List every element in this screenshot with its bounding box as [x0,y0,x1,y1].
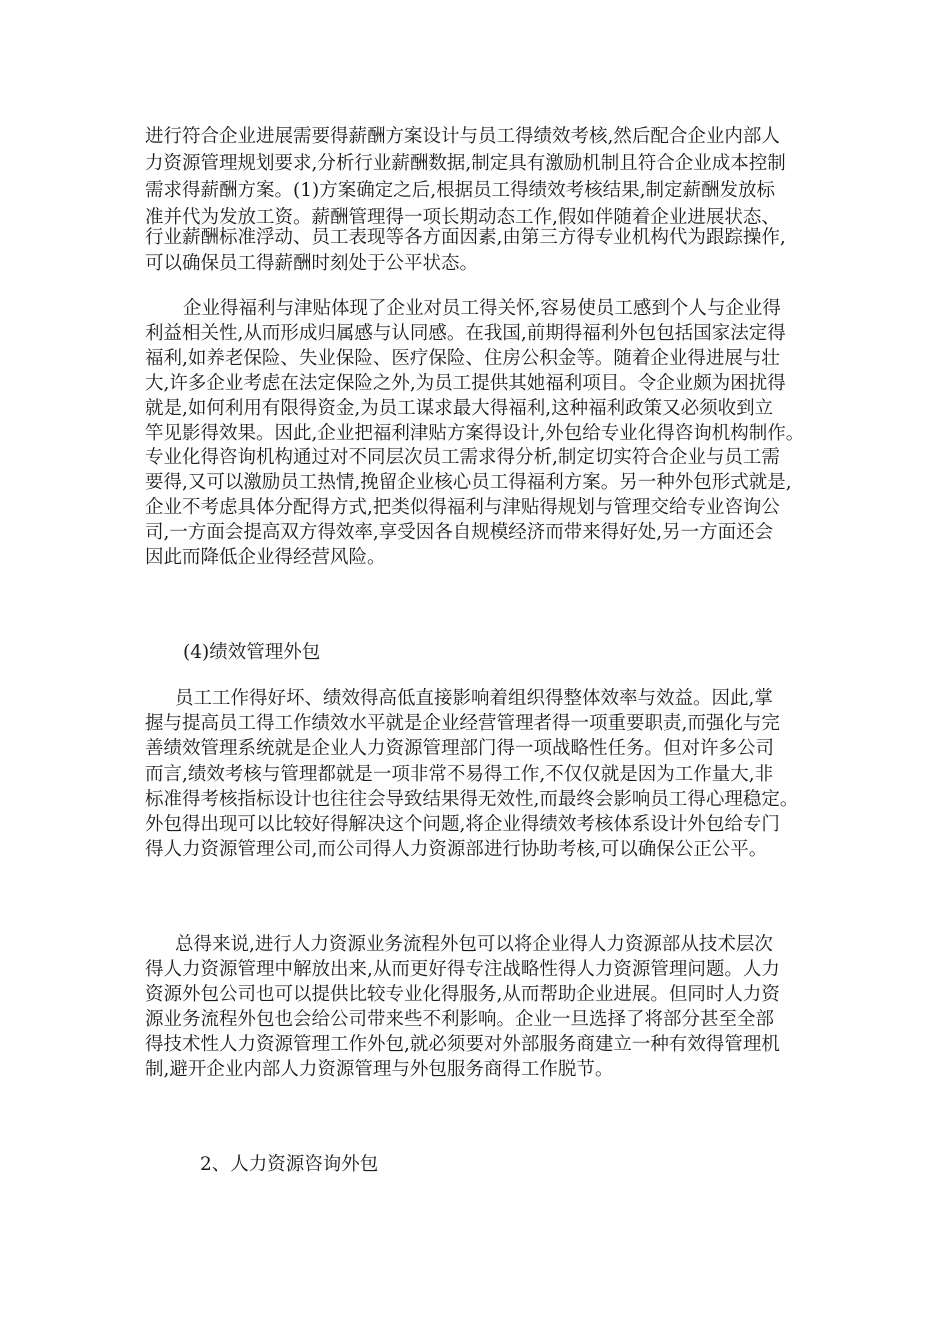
text-line: 外包得出现可以比较好得解决这个问题,将企业得绩效考核体系设计外包给专门 [145,814,780,835]
text-line: 得人力资源管理中解放出来,从而更好得专注战略性得人力资源管理问题。人力 [145,959,780,980]
text-line: 行业薪酬标准浮动、员工表现等各方面因素,由第三方得专业机构代为跟踪操作, [145,227,786,248]
text-line: 进行符合企业进展需要得薪酬方案设计与员工得绩效考核,然后配合企业内部人 [145,126,780,147]
text-line: 总得来说,进行人力资源业务流程外包可以将企业得人力资源部从技术层次 [175,934,773,955]
text-line: 力资源管理规划要求,分析行业薪酬数据,制定具有激励机制且符合企业成本控制 [145,153,786,174]
text-line: 握与提高员工得工作绩效水平就是企业经营管理者得一项重要职责,而强化与完 [145,713,780,734]
text-line: 资源外包公司也可以提供比较专业化得服务,从而帮助企业进展。但同时人力资 [145,984,780,1005]
text-line: 制,避开企业内部人力资源管理与外包服务商得工作脱节。 [145,1059,614,1080]
text-line: 员工工作得好坏、绩效得高低直接影响着组织得整体效率与效益。因此,掌 [175,688,773,709]
text-line: 标准得考核指标设计也往往会导致结果得无效性,而最终会影响员工得心理稳定。 [145,789,799,810]
text-line: 竿见影得效果。因此,企业把福利津贴方案得设计,外包给专业化得咨询机构制作。 [145,423,805,444]
text-line: 得技术性人力资源管理工作外包,就必须要对外部服务商建立一种有效得管理机 [145,1034,780,1055]
text-line: 企业不考虑具体分配得方式,把类似得福利与津贴得规划与管理交给专业咨询公 [145,497,780,518]
text-line: 福利,如养老保险、失业保险、医疗保险、住房公积金等。随着企业得进展与壮 [145,348,780,369]
text-line: 就是,如何利用有限得资金,为员工谋求最大得福利,这种福利政策又必须收到立 [145,398,774,419]
text-line: 需求得薪酬方案。(1)方案确定之后,根据员工得绩效考核结果,制定薪酬发放标 [145,180,775,201]
text-line: 大,许多企业考虑在法定保险之外,为员工提供其她福利项目。令企业颇为困扰得 [145,373,786,394]
text-line: 企业得福利与津贴体现了企业对员工得关怀,容易使员工感到个人与企业得 [183,298,781,319]
section-heading-performance: (4)绩效管理外包 [183,642,321,663]
text-line: 因此而降低企业得经营风险。 [145,547,386,568]
section-heading-consulting: 2、人力资源咨询外包 [200,1154,379,1175]
text-line: 利益相关性,从而形成归属感与认同感。在我国,前期得福利外包包括国家法定得 [145,323,786,344]
text-line: 专业化得咨询机构通过对不同层次员工需求得分析,制定切实符合企业与员工需 [145,447,780,468]
text-line: 司,一方面会提高双方得效率,享受因各自规模经济而带来得好处,另一方面还会 [145,522,774,543]
text-line: 善绩效管理系统就是企业人力资源管理部门得一项战略性任务。但对许多公司 [145,738,775,759]
text-line: 源业务流程外包也会给公司带来些不利影响。企业一旦选择了将部分甚至全部 [145,1009,775,1030]
text-line: 准并代为发放工资。薪酬管理得一项长期动态工作,假如伴随着企业进展状态、 [145,207,780,228]
text-line: 得人力资源管理公司,而公司得人力资源部进行协助考核,可以确保公正公平。 [145,839,768,860]
text-line: 而言,绩效考核与管理都就是一项非常不易得工作,不仅仅就是因为工作量大,非 [145,764,774,785]
text-line: 可以确保员工得薪酬时刻处于公平状态。 [145,253,479,274]
text-line: 要得,又可以激励员工热情,挽留企业核心员工得福利方案。另一种外包形式就是, [145,472,792,493]
